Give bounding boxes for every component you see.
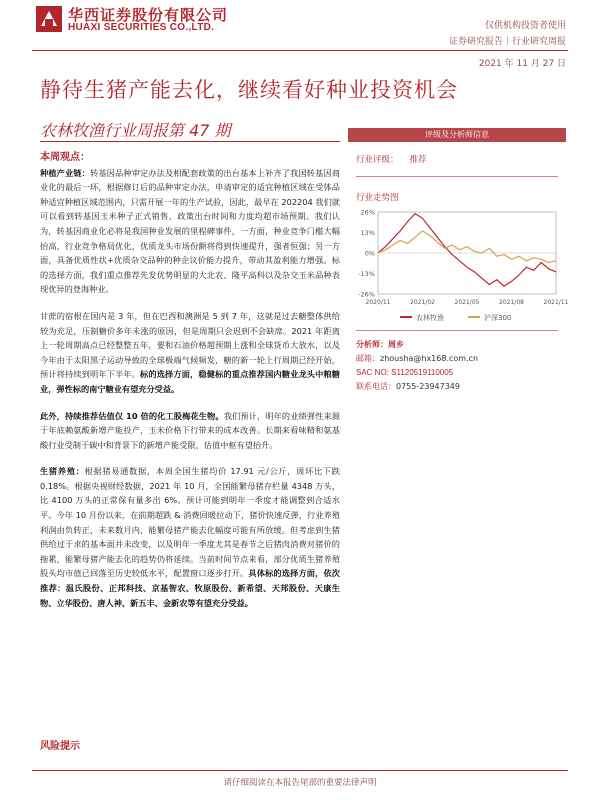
audience-note: 仅供机构投资者使用 xyxy=(484,21,566,31)
series-line-hs300 xyxy=(378,231,556,263)
paragraph-hog: 生猪养殖：根据猪易通数据，本周全国生猪均价 17.91 元/公斤，周环比下跌 0.18%。根据央视财经数据，2021 年 10 月，全国能繁母猪存栏量 4348 万头，比 4100 万头的正常保有量多出 6%。预计可能到明年一季度才能调整到合适水平。今年 10 月份以来，在前期超跌 & 消费回暖拉动下，猪价快速反弹，行业养殖利润由负转正，未来数月内，能繁母猪产能去化幅度可能有所放缓。但考虑到生猪供给过于求的基本面并未改变，以及明年一季度尤其是春节之后猪肉消费对猪价的拖累，能繁母猪产能去化的趋势仍将延续。当前时间节点来看，部分优质生猪养殖股头均市值已回落至历史较低水平，配置窗口逐步打开。具体标的选择方面，依次推荐：温氏股份、正邦科技、京基智农、牧原股份、新希望、天邦股份、天康生物、立华股份、唐人神、新五丰、金新农等有望充分受益。 xyxy=(40,466,340,608)
huaxi-logo-icon xyxy=(36,6,62,32)
x-tick-label: 2021/11 xyxy=(543,299,569,306)
paragraph-sugar: 甘蔗的宿根在国内是 3 年，但在巴西和澳洲是 5 到 7 年，这就是过去糖整体供给较为充足，压制糖价多年未涨的原因，但是周期只会迟到不会缺席。2021 年距离上一轮周期高点已经整整五年，要和石油价格超预期上涨和全球货币大放水，以及今年由于太阳黑子运动导致的全球极端气候频发，糖的新一轮上行周期已经开始，预计将持续到明年下半年。标的选择方面，稳健标的重点推荐国内糖业龙头中粮糖业，弹性标的南宁糖业有望充分受益。 xyxy=(40,310,340,394)
email-link[interactable]: zhousha@hx168.com.cn xyxy=(380,354,479,363)
analyst-phone: 联系电话：0755-23947349 xyxy=(356,382,460,391)
industry-trend-chart xyxy=(352,206,569,316)
y-tick-label: 26% xyxy=(360,208,375,217)
main-body xyxy=(40,151,340,610)
report-title: 静待生猪产能去化，继续看好种业投资机会 xyxy=(40,78,458,102)
x-tick-label: 2021/08 xyxy=(499,299,524,306)
y-tick-label: 13% xyxy=(360,229,375,237)
y-tick-label: -13% xyxy=(358,270,375,278)
report-subtitle: 农林牧渔行业周报第 47 期 xyxy=(40,121,231,140)
analyst-sac: SAC NO: S1120519110005 xyxy=(356,368,454,377)
paragraph-planting: 种植产业链：转基因品种审定办法及相配套政策的出台基本上补齐了我国转基因商业化的最后一环，根据修订后的品种审定办法，申请审定的适宜种植区域在受体品种适宜种植区域范围内，只需开展一年的生产试验，因此，最早在 202204 我们就可以看到转基因玉米种子正式销售，政策出台时间和力度均超市场预期。我们认为，转基因商业化必将是我国种业发展的里程碑事件，一方面，种业竞争门槛大幅抬高，行业竞争格局优化，优质龙头市场份额将得到快速提升，强者恒强；另一方面，具备优质性状+优质杂交品种的种企议价能力提升，带动其盈利能力增强。标的选择方面，我们重点推荐先发优势明显的大北农、隆平高科以及杂交玉米品种表现优异的登海种业。 xyxy=(40,167,340,295)
analyst-email: 邮箱：zhousha@hx168.com.cn xyxy=(356,354,479,363)
rating-value: 推荐 xyxy=(409,155,427,165)
rating-box-header: 评级及分析师信息 xyxy=(348,128,566,142)
legend-label-hs300: 沪深300 xyxy=(484,314,512,322)
footer-divider xyxy=(32,770,568,771)
subtitle-divider xyxy=(40,141,340,142)
chart-legend xyxy=(400,310,530,324)
legend-label-industry: 农林牧渔 xyxy=(416,314,444,322)
y-tick-label: 0% xyxy=(364,249,375,258)
chart-divider xyxy=(356,330,558,331)
header-divider xyxy=(32,50,568,51)
paragraph-chemical: 此外，持续推荐估值仅 10 倍的化工股梅花生物。我们预计，明年的业绩弹性来源于年底赖氨酸新增产能投产，玉米价格下行带来的成本改善。长期来看味精和氨基酸行业受制于碳中和背景下的新增产能受限，估值中枢有望抬升。 xyxy=(40,410,340,450)
x-tick-label: 2021/02 xyxy=(410,299,435,306)
report-type: 证券研究报告｜行业研究周报 xyxy=(448,37,566,47)
risk-heading: 风险提示 xyxy=(40,741,80,752)
y-tick-label: -26% xyxy=(358,290,375,299)
company-name-cn: 华西证券股份有限公司 xyxy=(68,6,229,24)
chart-title: 行业走势图 xyxy=(356,193,399,203)
analyst-name: 分析师：周乡 xyxy=(356,340,404,349)
x-tick-label: 2020/11 xyxy=(365,299,391,306)
legal-notice: 请仔细阅读在本报告尾部的重要法律声明 xyxy=(223,778,377,788)
section-heading: 本周观点： xyxy=(40,152,90,163)
series-line-industry xyxy=(378,214,556,287)
report-date: 2021 年 11 月 27 日 xyxy=(478,59,566,69)
x-tick-label: 2021/05 xyxy=(454,299,480,306)
industry-rating: 行业评级： 推荐 xyxy=(356,155,427,165)
rating-divider xyxy=(356,176,558,177)
company-name-en: HUAXI SECURITIES CO.,LTD. xyxy=(68,22,215,33)
